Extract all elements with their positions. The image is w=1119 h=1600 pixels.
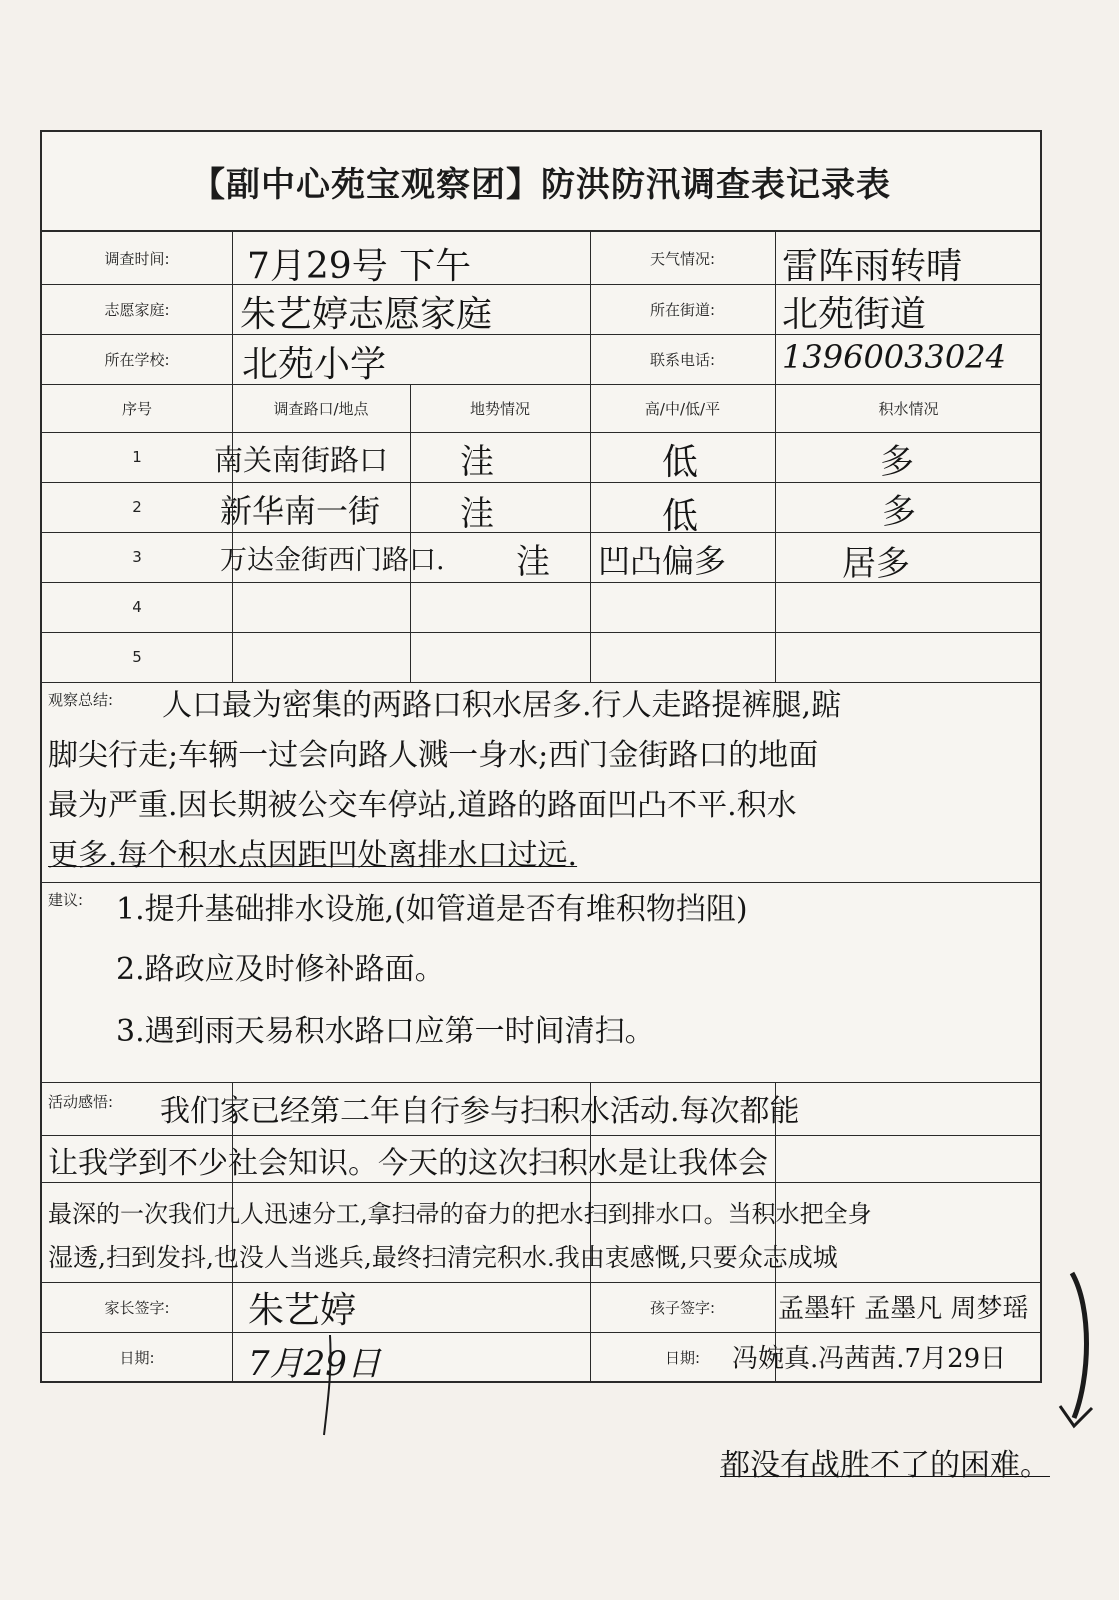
row-level: 凹凸偏多 xyxy=(598,542,727,580)
reflection-line: 最深的一次我们九人迅速分工,拿扫帚的奋力的把水扫到排水口。当积水把全身 xyxy=(48,1200,872,1228)
weather-value: 雷阵雨转晴 xyxy=(782,246,963,287)
column-header-level: 高/中/低/平 xyxy=(644,399,721,418)
reflection-line: 我们家已经第二年自行参与扫积水活动.每次都能 xyxy=(160,1094,800,1129)
row-terrain: 洼 xyxy=(460,442,494,482)
row-terrain: 洼 xyxy=(460,494,494,534)
row-number: 1 xyxy=(132,448,142,466)
reflection-line: 让我学到不少社会知识。今天的这次扫积水是让我体会 xyxy=(48,1146,768,1181)
summary-line: 更多.每个积水点因距凹处离排水口过远. xyxy=(48,838,578,873)
reflection-continuation: 都没有战胜不了的困难。 xyxy=(720,1448,1050,1483)
row-number: 4 xyxy=(132,598,142,616)
survey-time-value: 7月29号 下午 xyxy=(247,246,472,287)
column-header-place: 调查路口/地点 xyxy=(273,399,369,418)
row-number: 3 xyxy=(132,548,142,566)
parent-signature-label: 家长签字: xyxy=(104,1298,170,1317)
reflection-line: 湿透,扫到发抖,也没人当逃兵,最终扫清完积水.我由衷感慨,只要众志成城 xyxy=(48,1243,838,1272)
row-place: 新华南一街 xyxy=(220,492,381,530)
street-value: 北苑街道 xyxy=(782,294,927,335)
family-value: 朱艺婷志愿家庭 xyxy=(240,294,493,335)
street-label: 所在街道: xyxy=(649,300,716,319)
phone-label: 联系电话: xyxy=(649,350,716,369)
weather-label: 天气情况: xyxy=(649,249,716,268)
survey-form xyxy=(40,130,1042,1383)
school-label: 所在学校: xyxy=(104,350,170,369)
suggestion-line: 1.提升基础排水设施,(如管道是否有堆积物挡阻) xyxy=(116,892,748,927)
school-value: 北苑小学 xyxy=(242,344,387,385)
date-left: 7月29日 xyxy=(248,1344,381,1384)
summary-label: 观察总结: xyxy=(48,690,114,709)
child-signature: 孟墨轩 孟墨凡 周梦瑶 xyxy=(778,1294,1029,1324)
suggestion-line: 2.路政应及时修补路面。 xyxy=(116,952,445,987)
summary-line: 最为严重.因长期被公交车停站,道路的路面凹凸不平.积水 xyxy=(48,788,797,823)
continuation-arrow-icon xyxy=(1052,1268,1102,1438)
column-header-water: 积水情况 xyxy=(878,399,939,418)
suggestions-label: 建议: xyxy=(48,890,84,909)
summary-line: 脚尖行走;车辆一过会向路人溅一身水;西门金街路口的地面 xyxy=(48,738,819,773)
column-header-no: 序号 xyxy=(121,399,152,418)
row-place: 万达金街西门路口. xyxy=(220,545,445,576)
row-level: 低 xyxy=(662,496,699,537)
suggestion-line: 3.遇到雨天易积水路口应第一时间清扫。 xyxy=(116,1014,655,1049)
row-terrain: 洼 xyxy=(516,542,550,582)
child-signature-label: 孩子签字: xyxy=(649,1298,716,1317)
phone-value: 13960033024 xyxy=(782,338,1006,376)
date-label-right: 日期: xyxy=(664,1349,701,1367)
grid-line xyxy=(42,1082,1040,1083)
column-header-terrain: 地势情况 xyxy=(469,399,530,418)
form-title: 【副中心苑宝观察团】防洪防汛调查表记录表 xyxy=(42,132,1040,232)
pen-stroke xyxy=(310,1330,350,1440)
row-number: 5 xyxy=(132,648,142,666)
row-level: 低 xyxy=(662,442,699,483)
survey-time-label: 调查时间: xyxy=(104,249,170,268)
row-number: 2 xyxy=(132,498,142,516)
row-water: 多 xyxy=(880,442,914,482)
date-right: 冯婉真.冯茜茜.7月29日 xyxy=(732,1344,1007,1374)
family-label: 志愿家庭: xyxy=(104,300,170,319)
grid-line xyxy=(42,882,1040,883)
date-label-left: 日期: xyxy=(119,1349,155,1367)
parent-signature: 朱艺婷 xyxy=(248,1290,357,1331)
reflection-label: 活动感悟: xyxy=(48,1092,114,1111)
summary-line: 人口最为密集的两路口积水居多.行人走路提裤腿,踮 xyxy=(162,688,842,723)
row-water: 居多 xyxy=(842,544,910,584)
row-water: 多 xyxy=(882,492,916,532)
row-place: 南关南街路口 xyxy=(214,443,389,477)
grid-line xyxy=(775,232,776,682)
